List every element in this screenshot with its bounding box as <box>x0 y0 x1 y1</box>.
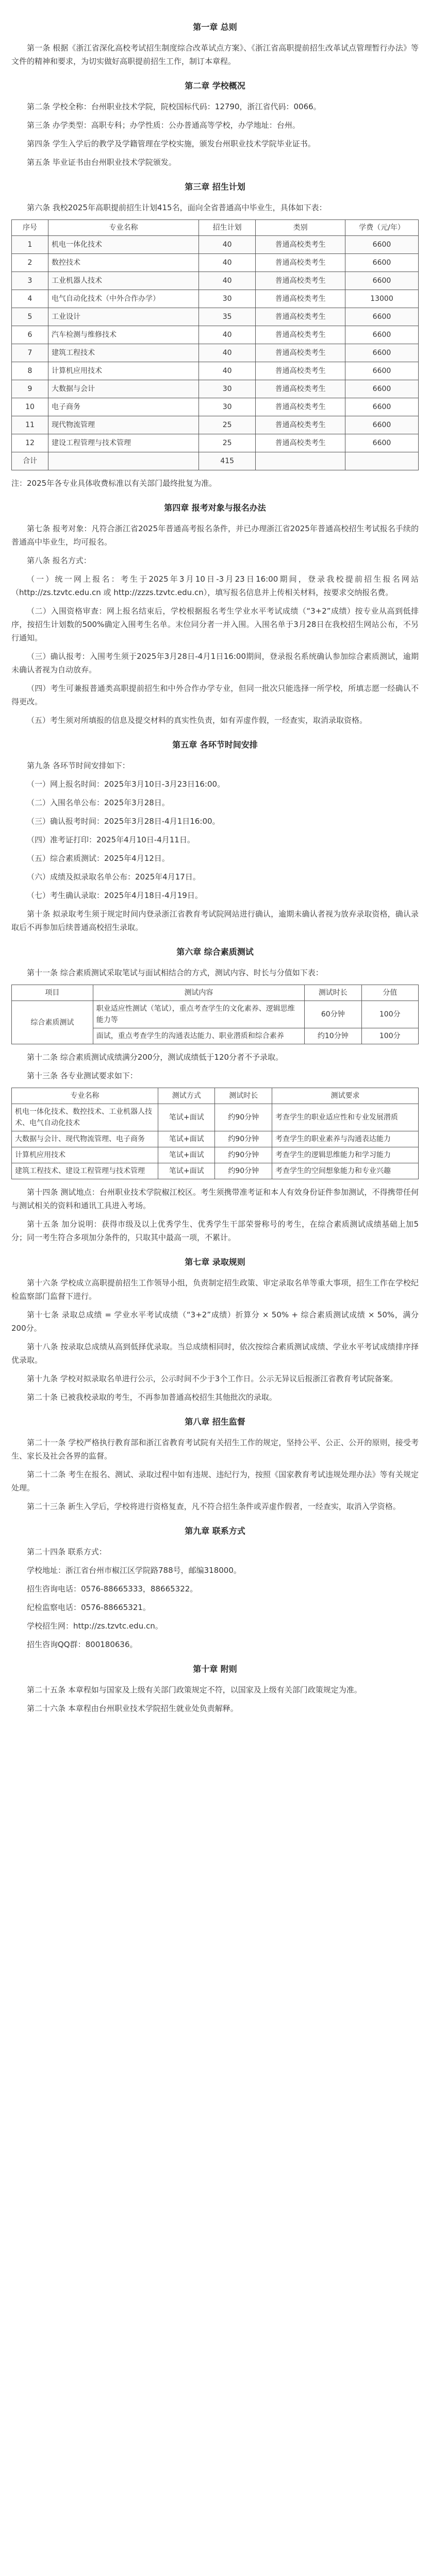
contact-line: 招生咨询电话：0576-88665333，88665322。 <box>27 1584 198 1594</box>
chapter-7-title: 第七章 录取规则 <box>185 1257 245 1267</box>
registration-paragraph: （二）入围资格审查：网上报名结束后，学校根据报名考生学业水平考试成绩（“3+2”成绩）按专业从高到低排序，按招生计划数的500%确定入围考生名单。末位同分者一并入围。入围名单于3月28日在我校招生网站公布，不另行通知。 <box>11 606 419 642</box>
table-cell: 电气自动化技术（中外合作办学） <box>48 290 199 308</box>
schedule-intro: 第九条 各环节时间安排如下： <box>27 761 130 770</box>
chapter-5-title: 第五章 各环节时间安排 <box>172 740 258 750</box>
schedule-item: （一）网上报名时间：2025年3月10日-3月23日16:00。 <box>27 779 225 789</box>
table-cell: 10 <box>12 398 48 416</box>
table-cell: 综合素质测试 <box>12 1001 93 1044</box>
table-cell: 60分钟 <box>305 1001 361 1028</box>
table-cell <box>256 452 345 470</box>
registration-paragraph: （一）统一网上报名：考生于2025年3月10日-3月23日16:00期间，登录我校提前招生报名网站（http://zs.tzvtc.edu.cn 或 http://zzzs.tzvtc.edu.cn），填写报名信息并上传相关材料，按要求交纳报名费。 <box>11 574 419 597</box>
table-cell: 大数据与会计、现代物流管理、电子商务 <box>12 1131 158 1147</box>
table-row <box>12 398 419 416</box>
table-cell: 笔试+面试 <box>158 1163 215 1179</box>
table-cell: 普通高校类考生 <box>256 398 345 416</box>
table-cell: 6600 <box>345 236 418 254</box>
table-header: 专业名称 <box>48 220 199 236</box>
table-header: 测试时长 <box>305 985 361 1001</box>
table-header-row <box>12 985 419 1001</box>
test-location-paragraph: 第十四条 测试地点：台州职业技术学院椒江校区。考生须携带准考证和本人有效身份证件参加测试，不得携带任何与测试相关的资料和通讯工具进入考场。 <box>11 1188 419 1210</box>
table-cell: 4 <box>12 290 48 308</box>
admission-rule-paragraph: 第十六条 学校成立高职提前招生工作领导小组，负责制定招生政策、审定录取名单等重大事项，招生工作在学校纪检监察部门监督下进行。 <box>11 1278 419 1301</box>
table-cell: 职业适应性测试（笔试），重点考查学生的文化素养、逻辑思维能力等 <box>93 1001 304 1028</box>
table-cell: 6600 <box>345 380 418 398</box>
table-cell: 普通高校类考生 <box>256 308 345 326</box>
table-cell: 现代物流管理 <box>48 416 199 434</box>
table-row <box>12 1163 419 1179</box>
table-row <box>12 344 419 362</box>
enrollment-plan-intro: 第六条 我校2025年高职提前招生计划415名，面向全省普通高中毕业生，具体如下表： <box>27 203 327 212</box>
table-row <box>12 434 419 452</box>
table-cell: 6600 <box>345 272 418 290</box>
table-cell: 机电一体化技术 <box>48 236 199 254</box>
table-cell: 3 <box>12 272 48 290</box>
schedule-item: （三）确认报考时间：2025年3月28日-4月1日16:00。 <box>27 817 220 826</box>
table-header: 类别 <box>256 220 345 236</box>
table-cell: 6600 <box>345 398 418 416</box>
table-row <box>12 1001 419 1028</box>
table-cell: 笔试+面试 <box>158 1131 215 1147</box>
table-cell: 大数据与会计 <box>48 380 199 398</box>
table-row <box>12 1147 419 1163</box>
chapter-10-title: 第十章 附则 <box>193 1664 237 1674</box>
table-cell: 8 <box>12 362 48 380</box>
table-cell: 合计 <box>12 452 48 470</box>
table-row <box>12 380 419 398</box>
chapter-4-title: 第四章 报考对象与报名办法 <box>164 503 266 513</box>
table-cell <box>345 452 418 470</box>
table-cell: 普通高校类考生 <box>256 362 345 380</box>
table-header: 学费（元/年） <box>345 220 418 236</box>
chapter-2-title: 第二章 学校概况 <box>185 81 245 91</box>
table-cell: 普通高校类考生 <box>256 272 345 290</box>
chapter-6-title: 第六章 综合素质测试 <box>176 947 254 957</box>
table-cell: 普通高校类考生 <box>256 290 345 308</box>
contact-line: 招生咨询QQ群：800180636。 <box>27 1640 138 1649</box>
table-row <box>12 236 419 254</box>
table-cell: 35 <box>199 308 255 326</box>
table-header: 项目 <box>12 985 93 1001</box>
table-cell: 415 <box>199 452 255 470</box>
table-cell: 6 <box>12 326 48 344</box>
table-row <box>12 1104 419 1131</box>
table-cell: 9 <box>12 380 48 398</box>
table-cell: 约90分钟 <box>215 1104 272 1131</box>
school-info-line: 第四条 学生入学后的教学及学籍管理在学校实施，颁发台州职业技术学院毕业证书。 <box>27 139 316 148</box>
table-cell: 25 <box>199 416 255 434</box>
table-cell: 普通高校类考生 <box>256 236 345 254</box>
table-cell: 约10分钟 <box>305 1028 361 1044</box>
table-header: 专业名称 <box>12 1088 158 1104</box>
table-cell: 6600 <box>345 254 418 272</box>
admission-rule-paragraph: 第二十条 已被我校录取的考生，不再参加普通高校招生其他批次的录取。 <box>27 1393 277 1402</box>
registration-paragraph: 第八条 报名方式： <box>27 556 91 565</box>
table-cell: 建设工程管理与技术管理 <box>48 434 199 452</box>
schedule-item: （五）综合素质测试：2025年4月12日。 <box>27 854 170 863</box>
table-cell: 6600 <box>345 434 418 452</box>
table-cell: 考查学生的职业适应性和专业发展潜质 <box>272 1104 418 1131</box>
test-score-paragraph: 第十二条 综合素质测试成绩满分200分，测试成绩低于120分者不予录取。 <box>27 1053 284 1062</box>
schedule-item: （六）成绩及拟录取名单公布：2025年4月17日。 <box>27 872 201 882</box>
table-cell: 6600 <box>345 362 418 380</box>
table-cell <box>48 452 199 470</box>
table-row <box>12 290 419 308</box>
bonus-paragraph: 第十五条 加分说明：获得市级及以上优秀学生、优秀学生干部荣誉称号的考生，在综合素质测试成绩基础上加5分；同一考生符合多项加分条件的，只取其中最高一项，不累计。 <box>11 1219 419 1242</box>
table-cell: 普通高校类考生 <box>256 416 345 434</box>
registration-paragraph: （五）考生须对所填报的信息及提交材料的真实性负责，如有弄虚作假，一经查实，取消录取资格。 <box>27 716 368 725</box>
table-cell: 约90分钟 <box>215 1131 272 1147</box>
table-cell: 40 <box>199 236 255 254</box>
test-content-table <box>11 985 419 1044</box>
table-row <box>12 326 419 344</box>
table-cell: 普通高校类考生 <box>256 254 345 272</box>
table-cell: 笔试+面试 <box>158 1147 215 1163</box>
table-cell: 100分 <box>361 1001 418 1028</box>
table-row <box>12 254 419 272</box>
table-header: 序号 <box>12 220 48 236</box>
table-row <box>12 416 419 434</box>
schedule-item: （四）准考证打印：2025年4月10日-4月11日。 <box>27 835 195 844</box>
table-cell: 普通高校类考生 <box>256 326 345 344</box>
table-total-row <box>12 452 419 470</box>
spec-intro: 第十三条 各专业测试要求如下： <box>27 1071 138 1080</box>
appendix-paragraph: 第二十六条 本章程由台州职业技术学院招生就业处负责解释。 <box>27 1704 238 1713</box>
table-cell: 30 <box>199 290 255 308</box>
appendix-paragraph: 第二十五条 本章程如与国家及上级有关部门政策规定不符，以国家及上级有关部门政策规定为准。 <box>27 1685 362 1694</box>
table-cell: 12 <box>12 434 48 452</box>
table-cell: 6600 <box>345 344 418 362</box>
chapter-9-title: 第九章 联系方式 <box>185 1526 245 1536</box>
table-row <box>12 308 419 326</box>
test-intro: 第十一条 综合素质测试采取笔试与面试相结合的方式，测试内容、时长与分值如下表： <box>27 968 323 977</box>
table-cell: 6600 <box>345 308 418 326</box>
table-cell: 40 <box>199 344 255 362</box>
table-header: 测试方式 <box>158 1088 215 1104</box>
supervision-paragraph: 第二十二条 考生在报名、测试、录取过程中如有违规、违纪行为，按照《国家教育考试违规处理办法》等有关规定处理。 <box>11 1470 419 1493</box>
schedule-item: （二）入围名单公布：2025年3月28日。 <box>27 798 170 807</box>
table-cell: 汽车检测与维修技术 <box>48 326 199 344</box>
registration-paragraph: （三）确认报考：入围考生须于2025年3月28日-4月1日16:00期间，登录报名系统确认参加综合素质测试，逾期未确认者视为自动放弃。 <box>11 652 419 674</box>
table-cell: 电子商务 <box>48 398 199 416</box>
chapter-3-title: 第三章 招生计划 <box>185 182 245 192</box>
table-header: 测试时长 <box>215 1088 272 1104</box>
table-cell: 计算机应用技术 <box>48 362 199 380</box>
table-header: 分值 <box>361 985 418 1001</box>
table-header: 招生计划 <box>199 220 255 236</box>
table-cell: 约90分钟 <box>215 1163 272 1179</box>
table-cell: 普通高校类考生 <box>256 380 345 398</box>
chapter-8-title: 第八章 招生监督 <box>185 1417 245 1427</box>
chapter-1-title: 第一章 总则 <box>193 22 237 32</box>
school-info-line: 第二条 学校全称：台州职业技术学院，院校国标代码：12790，浙江省代码：0066。 <box>27 102 321 111</box>
table-cell: 考查学生的逻辑思维能力和学习能力 <box>272 1147 418 1163</box>
table-row <box>12 272 419 290</box>
contact-intro: 第二十四条 联系方式： <box>27 1547 107 1556</box>
table-cell: 考查学生的职业素养与沟通表达能力 <box>272 1131 418 1147</box>
table-row <box>12 362 419 380</box>
table-cell: 计算机应用技术 <box>12 1147 158 1163</box>
tuition-note: 注：2025年各专业具体收费标准以有关部门最终批复为准。 <box>11 479 217 488</box>
table-cell: 40 <box>199 362 255 380</box>
registration-paragraph: 第七条 报考对象：凡符合浙江省2025年普通高考报名条件，并已办理浙江省2025年普通高校招生考试报名手续的普通高中毕业生，均可报名。 <box>11 524 419 547</box>
school-info-line: 第三条 办学类型：高职专科；办学性质：公办普通高等学校，办学地址：台州。 <box>27 121 300 130</box>
table-cell: 机电一体化技术、数控技术、工业机器人技术、电气自动化技术 <box>12 1104 158 1131</box>
table-header-row <box>12 1088 419 1104</box>
admission-rule-paragraph: 第十九条 学校对拟录取名单进行公示，公示时间不少于3个工作日。公示无异议后报浙江省教育考试院备案。 <box>27 1374 398 1383</box>
registration-paragraph: （四）考生可兼报普通类高职提前招生和中外合作办学专业，但同一批次只能选择一所学校，所填志愿一经确认不得更改。 <box>11 684 419 706</box>
table-cell: 建筑工程技术、建设工程管理与技术管理 <box>12 1163 158 1179</box>
table-cell: 2 <box>12 254 48 272</box>
admission-rule-paragraph: 第十七条 录取总成绩 = 学业水平考试成绩（“3+2”成绩）折算分 × 50% + 综合素质测试成绩 × 50%，满分200分。 <box>11 1310 419 1333</box>
table-cell: 7 <box>12 344 48 362</box>
table-cell: 建筑工程技术 <box>48 344 199 362</box>
schedule-item: （七）考生确认录取：2025年4月18日-4月19日。 <box>27 891 203 900</box>
school-info-line: 第五条 毕业证书由台州职业技术学院颁发。 <box>27 158 176 167</box>
chapter-1-paragraph: 第一条 根据《浙江省深化高校考试招生制度综合改革试点方案》、《浙江省高职提前招生改革试点管理暂行办法》等文件的精神和要求，为切实做好高职提前招生工作，制订本章程。 <box>11 43 419 66</box>
table-cell: 30 <box>199 398 255 416</box>
table-cell: 100分 <box>361 1028 418 1044</box>
table-cell: 6600 <box>345 416 418 434</box>
table-cell: 5 <box>12 308 48 326</box>
contact-line: 学校地址：浙江省台州市椒江区学院路788号，邮编318000。 <box>27 1566 241 1575</box>
contact-line: 纪检监察电话：0576-88665321。 <box>27 1603 151 1612</box>
table-cell: 工业设计 <box>48 308 199 326</box>
table-cell: 工业机器人技术 <box>48 272 199 290</box>
table-cell: 40 <box>199 326 255 344</box>
admission-rule-paragraph: 第十八条 按录取总成绩从高到低择优录取。当总成绩相同时，依次按综合素质测试成绩、学业水平考试成绩排序择优录取。 <box>11 1342 419 1365</box>
table-cell: 1 <box>12 236 48 254</box>
table-cell: 13000 <box>345 290 418 308</box>
table-cell: 考查学生的空间想象能力和专业兴趣 <box>272 1163 418 1179</box>
table-cell: 25 <box>199 434 255 452</box>
table-cell: 40 <box>199 254 255 272</box>
supervision-paragraph: 第二十一条 学校严格执行教育部和浙江省教育考试院有关招生工作的规定，坚持公平、公正、公开的原则，接受考生、家长及社会各界的监督。 <box>11 1438 419 1461</box>
table-cell: 40 <box>199 272 255 290</box>
table-cell: 笔试+面试 <box>158 1104 215 1131</box>
table-cell: 6600 <box>345 326 418 344</box>
table-cell: 约90分钟 <box>215 1147 272 1163</box>
table-header: 测试要求 <box>272 1088 418 1104</box>
table-cell: 普通高校类考生 <box>256 434 345 452</box>
table-header: 测试内容 <box>93 985 304 1001</box>
supervision-paragraph: 第二十三条 新生入学后，学校将进行资格复查，凡不符合招生条件或弄虚作假者，一经查实，取消入学资格。 <box>27 1502 401 1511</box>
table-cell: 数控技术 <box>48 254 199 272</box>
confirm-paragraph: 第十条 拟录取考生须于规定时间内登录浙江省教育考试院网站进行确认，逾期未确认者视为放弃录取资格，确认录取后不再参加后续普通高校招生录取。 <box>11 909 419 932</box>
table-cell: 普通高校类考生 <box>256 344 345 362</box>
table-cell: 面试，重点考查学生的沟通表达能力、职业潜质和综合素养 <box>93 1028 304 1044</box>
table-header-row <box>12 220 419 236</box>
enrollment-plan-table <box>11 219 419 470</box>
table-row <box>12 1131 419 1147</box>
contact-line: 学校招生网：http://zs.tzvtc.edu.cn。 <box>27 1621 163 1631</box>
table-cell: 30 <box>199 380 255 398</box>
table-cell: 11 <box>12 416 48 434</box>
major-test-table <box>11 1088 419 1179</box>
